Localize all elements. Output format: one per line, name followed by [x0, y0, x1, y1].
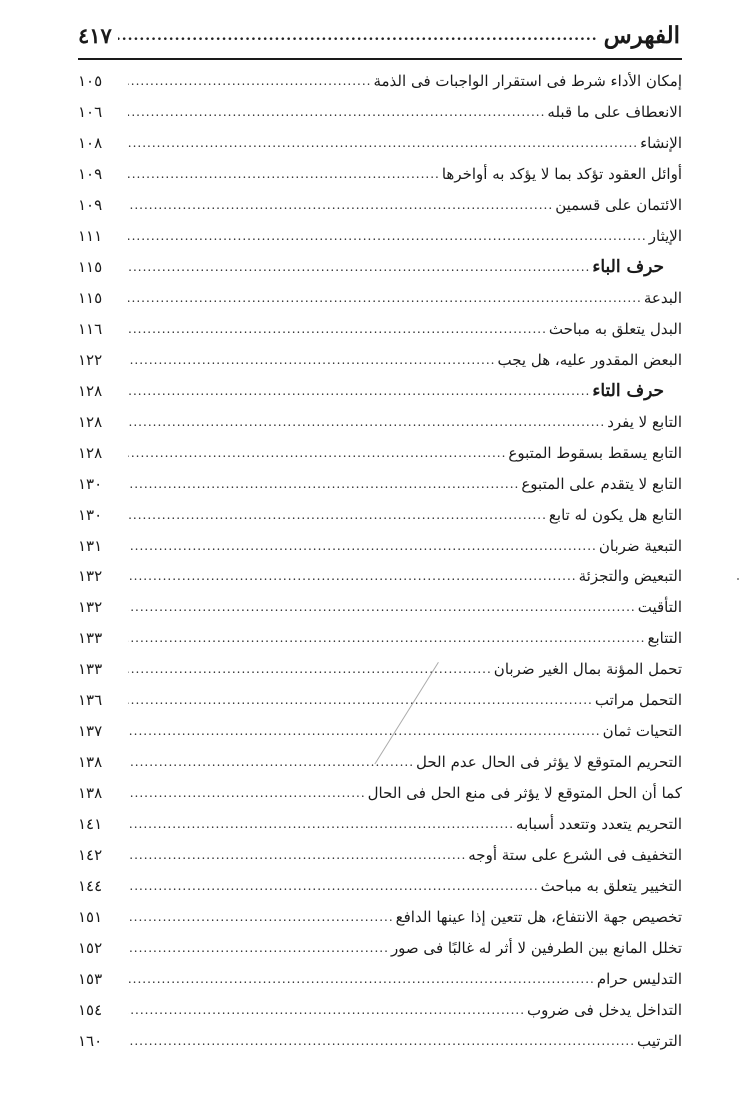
index-entry	[78, 778, 682, 809]
entry-title: التحريم يتعدد وتتعدد أسبابه	[516, 814, 682, 833]
entry-title: التخيير يتعلق به مباحث	[540, 876, 682, 895]
index-entry	[78, 809, 682, 840]
index-entry	[78, 716, 682, 747]
entry-title: التحيات ثمان	[602, 722, 682, 741]
leader-dots	[128, 690, 593, 710]
leader-dots	[128, 783, 366, 803]
entry-title: الانعطاف على ما قبله	[547, 103, 682, 122]
entry-page-number: ١٣٠	[78, 474, 103, 493]
leader-dots	[128, 876, 539, 896]
entry-page-number: ١٤٤	[78, 876, 103, 895]
entry-title: التابع هل يكون له تابع	[548, 505, 682, 524]
leader-dots	[128, 938, 389, 958]
index-entry	[78, 437, 682, 468]
index-entry	[78, 159, 682, 190]
index-entry	[78, 97, 682, 128]
index-entry	[78, 839, 682, 870]
entry-title: التتابع	[647, 629, 682, 648]
index-entry	[78, 221, 682, 252]
entry-title: التحريم المتوقع لا يؤثر فى الحال عدم الحل	[416, 753, 682, 772]
leader-dots	[128, 536, 597, 556]
entry-title: كما أن الحل المتوقع لا يؤثر فى منع الحل فى الحال	[367, 784, 682, 803]
entry-page-number: ١١١	[78, 227, 103, 246]
index-entry	[78, 190, 682, 221]
entry-page-number: ١٤١	[78, 814, 103, 833]
entry-page-number: ١٢٨	[78, 443, 103, 462]
entry-page-number: ١١٥	[78, 258, 103, 277]
index-entry	[78, 994, 682, 1025]
entry-title: التخفيف فى الشرع على ستة أوجه	[468, 845, 682, 864]
entry-title: التأقيت	[637, 598, 682, 617]
index-entry	[78, 623, 682, 654]
entry-title: التابع يسقط بسقوط المتبوع	[508, 443, 682, 462]
leader-dots	[128, 164, 440, 184]
leader-dots	[128, 752, 414, 772]
leader-dots	[128, 628, 645, 648]
entry-title: البدل يتعلق به مباحث	[548, 319, 682, 338]
entry-page-number: ١٣١	[78, 536, 103, 555]
leader-dots	[128, 319, 547, 339]
index-entry	[78, 344, 682, 375]
leader-dots	[128, 102, 545, 122]
leader-dots	[128, 133, 638, 153]
index-page	[78, 18, 682, 1056]
entry-page-number: ١٣٧	[78, 722, 103, 741]
entry-page-number: ١٦٠	[78, 1031, 103, 1050]
index-entry	[78, 747, 682, 778]
entry-title: الإيثار	[648, 227, 682, 246]
entry-page-number: ١٠٥	[78, 72, 103, 91]
leader-dots	[128, 721, 601, 741]
section-title: حرف التاء	[592, 380, 664, 401]
entry-title: الإنشاء	[640, 134, 682, 153]
leader-dots	[128, 597, 636, 617]
entry-page-number: ١٣٣	[78, 629, 103, 648]
entry-title: الائتمان على قسمين	[555, 196, 682, 215]
index-entry	[78, 592, 682, 623]
index-entry	[78, 870, 682, 901]
entry-title: البدعة	[643, 289, 682, 308]
index-entry	[78, 406, 682, 437]
scan-artifact-speck	[737, 578, 739, 580]
entry-page-number: ١١٦	[78, 319, 103, 338]
page-header	[78, 18, 682, 60]
entry-page-number: ١٣٨	[78, 784, 103, 803]
leader-dots	[128, 195, 553, 215]
entry-title: أوائل العقود تؤكد بما لا يؤكد به أواخرها	[441, 165, 682, 184]
index-entries	[78, 66, 682, 1056]
entry-page-number: ١٥٤	[78, 1000, 103, 1019]
index-entry	[78, 963, 682, 994]
entry-page-number: ١٥١	[78, 907, 103, 926]
entry-page-number: ١٢٨	[78, 381, 103, 400]
index-entry	[78, 283, 682, 314]
section-heading	[78, 375, 682, 406]
index-entry	[78, 314, 682, 345]
entry-title: التبعيض والتجزئة	[578, 567, 682, 586]
entry-page-number: ١٠٦	[78, 103, 103, 122]
entry-page-number: ١٣٣	[78, 660, 103, 679]
entry-title: التحمل مراتب	[594, 691, 682, 710]
leader-dots	[128, 381, 590, 401]
entry-title: التبعية ضربان	[598, 536, 682, 555]
entry-title: البعض المقدور عليه، هل يجب	[497, 350, 682, 369]
entry-page-number: ١٣٨	[78, 753, 103, 772]
entry-page-number: ١٢٨	[78, 412, 103, 431]
index-entry	[78, 499, 682, 530]
index-entry	[78, 1025, 682, 1056]
entry-title: تحمل المؤنة بمال الغير ضربان	[493, 660, 682, 679]
leader-dots	[128, 566, 577, 586]
leader-dots	[128, 814, 514, 834]
entry-title: التداخل يدخل فى ضروب	[527, 1000, 682, 1019]
entry-title: تخصيص جهة الانتفاع، هل تتعين إذا عينها الدافع	[395, 907, 682, 926]
index-entry	[78, 468, 682, 499]
leader-dots	[128, 969, 595, 989]
entry-title: تخلل المانع بين الطرفين لا أثر له غالبًا فى صور	[390, 938, 682, 957]
leader-dots	[128, 474, 519, 494]
entry-title: التابع لا يتقدم على المتبوع	[521, 474, 682, 493]
leader-dots	[128, 1031, 635, 1051]
section-title: حرف الباء	[592, 257, 664, 278]
leader-dots	[128, 505, 547, 525]
page-number: ٤١٧	[78, 23, 112, 48]
entry-page-number: ١٣٢	[78, 598, 103, 617]
entry-page-number: ١٣٦	[78, 691, 103, 710]
leader-dots	[128, 257, 590, 277]
entry-page-number: ١٣٠	[78, 505, 103, 524]
index-entry	[78, 66, 682, 97]
entry-page-number: ١٤٢	[78, 845, 103, 864]
index-entry	[78, 128, 682, 159]
entry-page-number: ١٣٢	[78, 567, 103, 586]
entry-page-number: ١٠٩	[78, 196, 103, 215]
leader-dots	[128, 71, 371, 91]
entry-page-number: ١٥٢	[78, 938, 103, 957]
entry-page-number: ١٠٩	[78, 165, 103, 184]
index-entry	[78, 901, 682, 932]
index-entry	[78, 654, 682, 685]
index-entry	[78, 561, 682, 592]
leader-dots	[128, 350, 496, 370]
leader-dots	[128, 288, 642, 308]
leader-dots	[128, 412, 605, 432]
leader-dots	[128, 443, 506, 463]
entry-title: التدليس حرام	[596, 969, 682, 988]
leader-dots	[128, 845, 466, 865]
index-entry	[78, 685, 682, 716]
entry-title: الترتيب	[637, 1031, 682, 1050]
leader-dots	[128, 1000, 525, 1020]
leader-dots	[128, 226, 647, 246]
section-heading	[78, 252, 682, 283]
entry-page-number: ١٢٢	[78, 350, 103, 369]
leader-dots	[128, 907, 394, 927]
index-entry	[78, 932, 682, 963]
entry-title: إمكان الأداء شرط فى استقرار الواجبات فى الذمة	[373, 72, 682, 91]
page-title: الفهرس	[603, 22, 680, 49]
header-leader-dots	[118, 26, 598, 46]
entry-page-number: ١١٥	[78, 289, 103, 308]
index-entry	[78, 530, 682, 561]
entry-page-number: ١٠٨	[78, 134, 103, 153]
entry-title: التابع لا يفرد	[607, 412, 682, 431]
entry-page-number: ١٥٣	[78, 969, 103, 988]
